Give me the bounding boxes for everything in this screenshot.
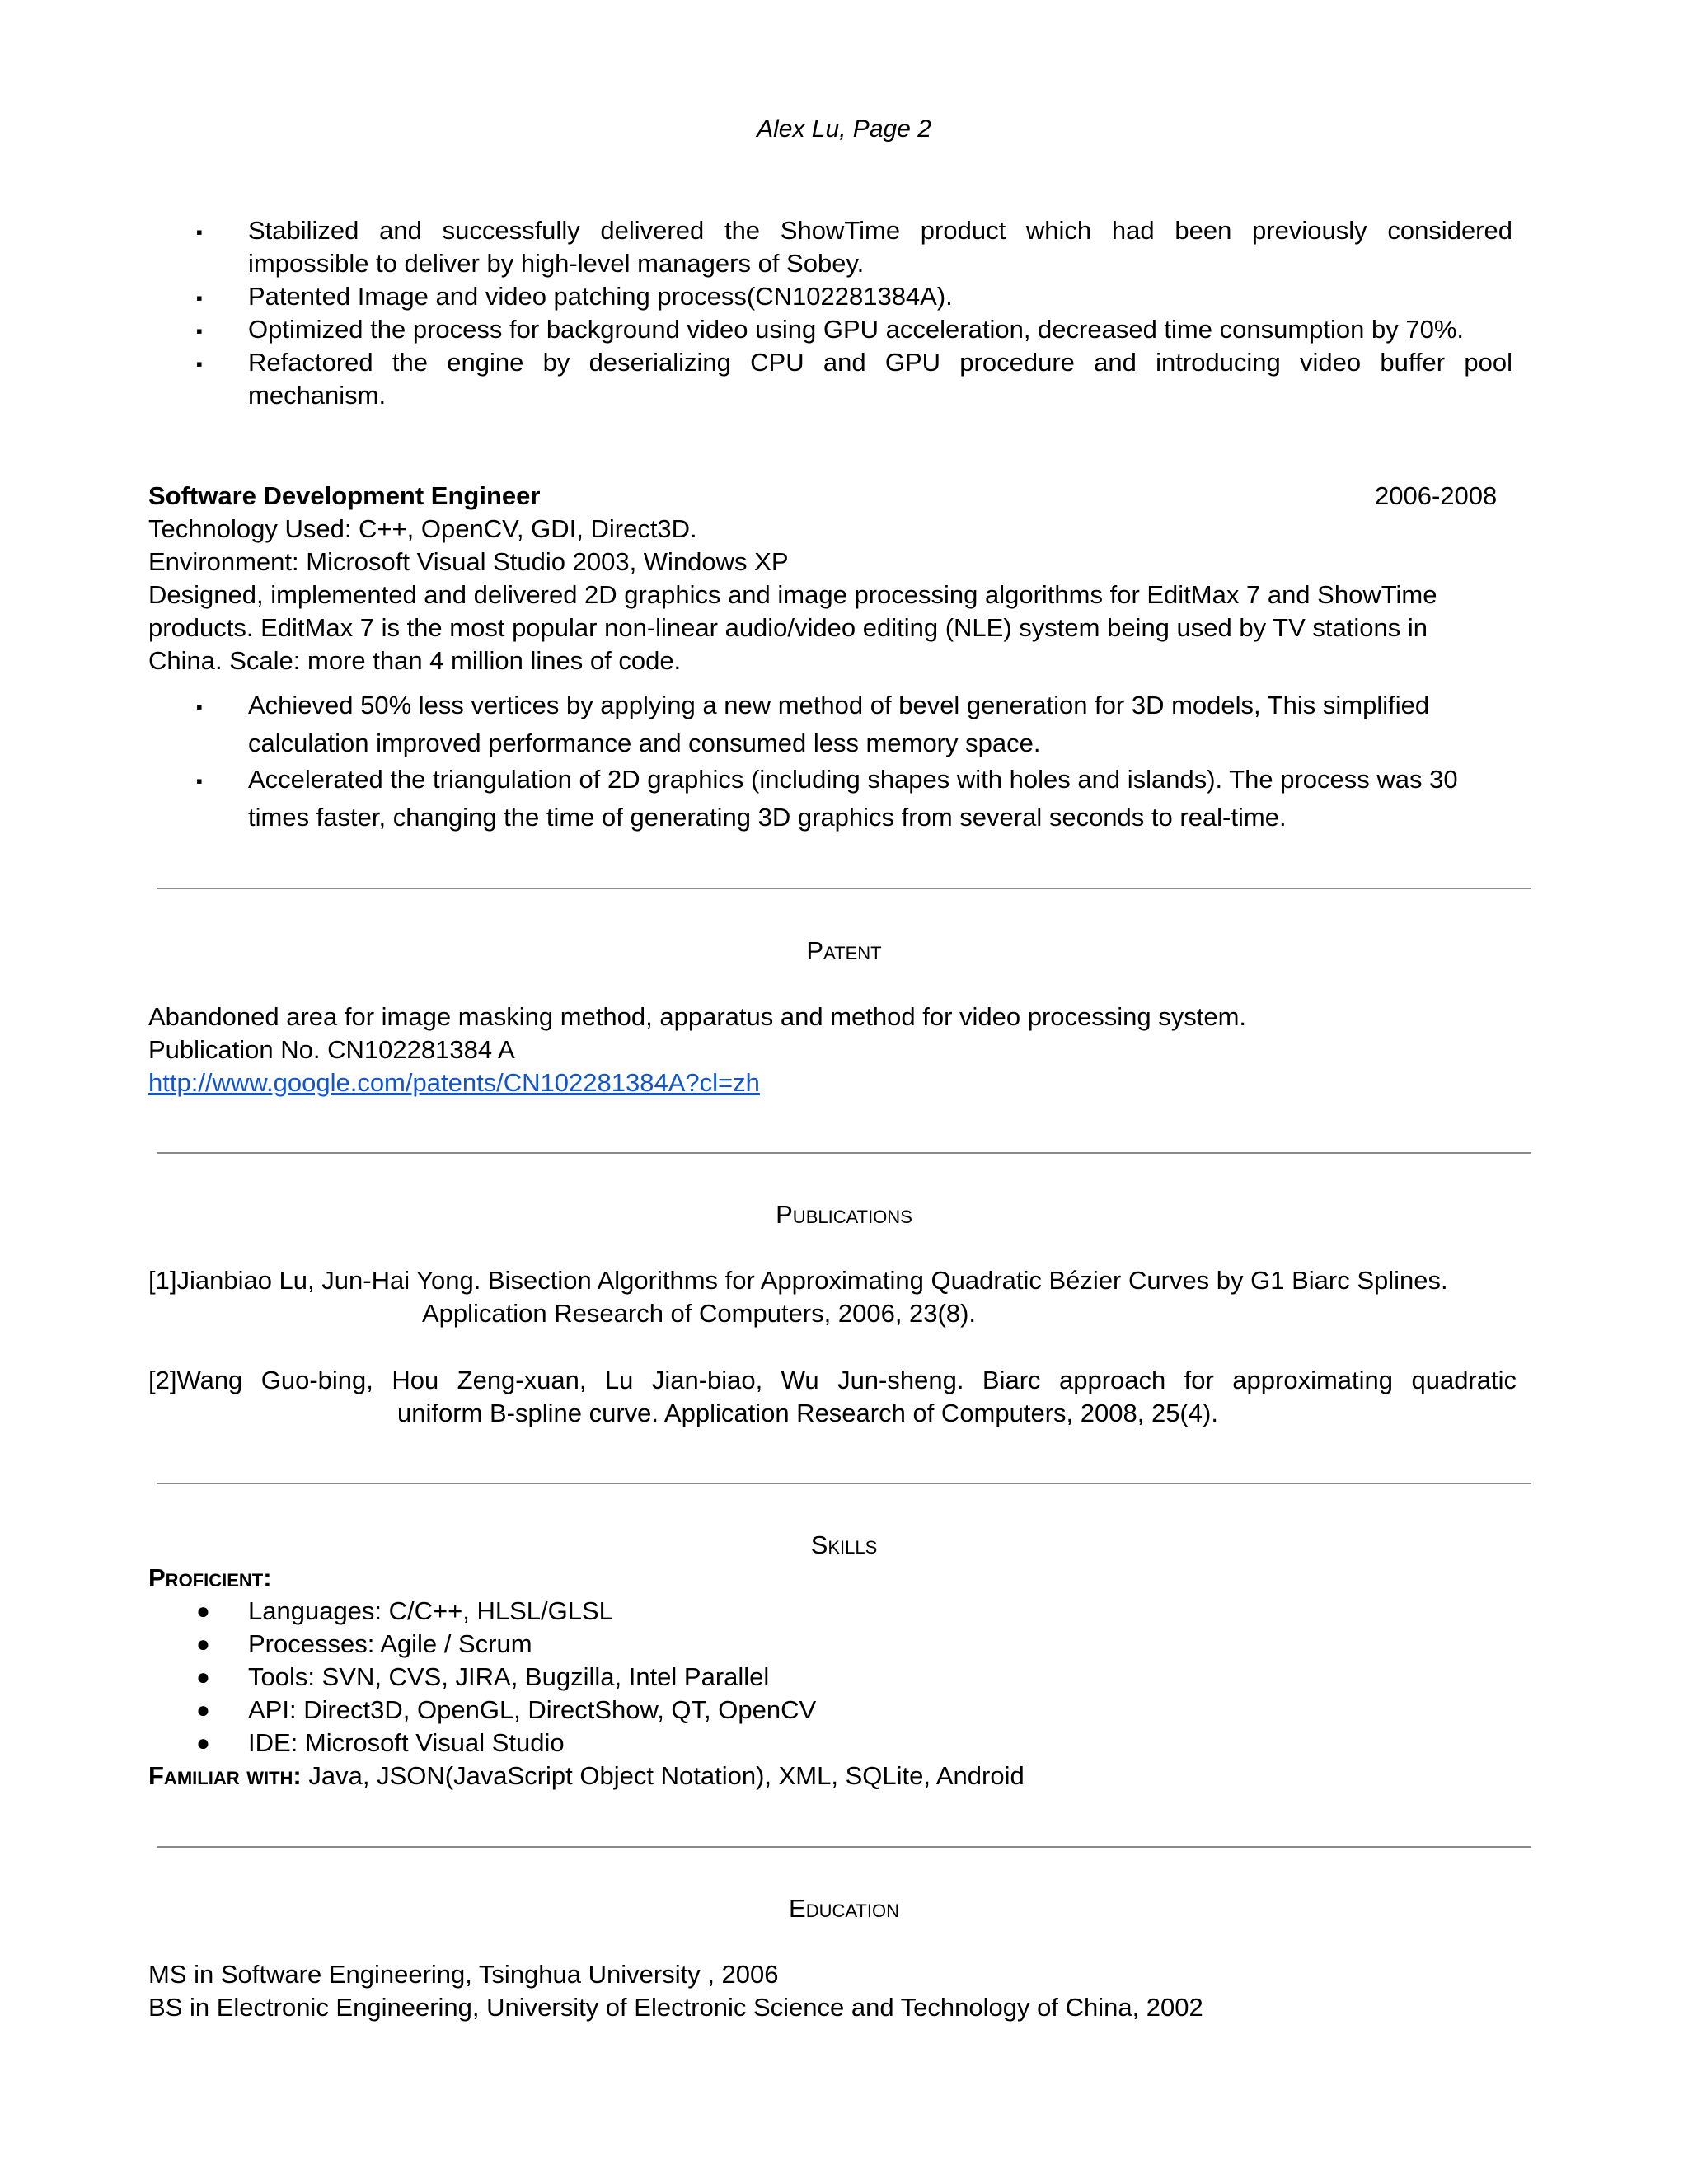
skill-item: Tools: SVN, CVS, JIRA, Bugzilla, Intel Parallel (248, 1662, 770, 1691)
publication-1-line1: [1]Jianbiao Lu, Jun-Hai Yong. Bisection Algorithms for Approximating Quadratic Bézier Curves by G1 Biarc Splines. (148, 1266, 1448, 1295)
familiar-row (148, 1760, 1025, 1793)
job-bullet-2-line1: Accelerated the triangulation of 2D graphics (including shapes with holes and islands). The process was 30 (248, 765, 1458, 794)
publication-2-line1: [2]Wang Guo-bing, Hou Zeng-xuan, Lu Jian-biao, Wu Jun-sheng. Biarc approach for approximating quadratic (148, 1366, 1517, 1394)
top-bullet-4-line1: Refactored the engine by deserializing CPU and GPU procedure and introducing video buffer pool (248, 348, 1512, 377)
square-bullet-icon: ▪ (196, 354, 203, 374)
top-bullet-1-line2: impossible to deliver by high-level managers of Sobey. (248, 249, 865, 278)
patent-title: Abandoned area for image masking method, apparatus and method for video processing system. (148, 1002, 1247, 1031)
proficient-label: Proficient: (148, 1563, 272, 1592)
patent-heading: Patent (806, 936, 882, 965)
square-bullet-icon: ▪ (196, 771, 203, 791)
job-bullet-2-line2: times faster, changing the time of generating 3D graphics from several seconds to real-time. (248, 803, 1287, 832)
round-bullet-icon: ● (196, 1697, 210, 1722)
top-bullet-4-line2: mechanism. (248, 381, 387, 410)
job-description-line: Designed, implemented and delivered 2D graphics and image processing algorithms for EditMax 7 and ShowTime (148, 580, 1437, 609)
skill-item: Languages: C/C++, HLSL/GLSL (248, 1596, 613, 1625)
round-bullet-icon: ● (196, 1664, 210, 1690)
square-bullet-icon: ▪ (196, 222, 203, 242)
section-divider (157, 1483, 1531, 1484)
skill-item: API: Direct3D, OpenGL, DirectShow, QT, OpenCV (248, 1695, 817, 1724)
publication-1-line2: Application Research of Computers, 2006, 23(8). (422, 1299, 977, 1328)
patent-publication: Publication No. CN102281384 A (148, 1035, 515, 1064)
running-head: Alex Lu, Page 2 (757, 115, 931, 143)
patent-link[interactable]: http://www.google.com/patents/CN102281384A?cl=zh (148, 1068, 760, 1097)
top-bullet-3: Optimized the process for background video using GPU acceleration, decreased time consumption by 70%. (248, 315, 1464, 344)
publications-heading: Publications (776, 1200, 912, 1229)
job-description-line: products. EditMax 7 is the most popular non-linear audio/video editing (NLE) system being used by TV stations in (148, 613, 1428, 642)
education-item: MS in Software Engineering, Tsinghua University , 2006 (148, 1960, 779, 1989)
square-bullet-icon: ▪ (196, 288, 203, 308)
square-bullet-icon: ▪ (196, 321, 203, 341)
round-bullet-icon: ● (196, 1730, 210, 1755)
familiar-list: Java, JSON(JavaScript Object Notation), XML, SQLite, Android (308, 1761, 1025, 1790)
familiar-label: Familiar with: (148, 1761, 302, 1790)
job-title: Software Development Engineer (148, 481, 541, 510)
skills-heading: Skills (810, 1530, 878, 1559)
top-bullet-2: Patented Image and video patching process(CN102281384A). (248, 282, 953, 311)
round-bullet-icon: ● (196, 1598, 210, 1624)
skill-item: IDE: Microsoft Visual Studio (248, 1728, 565, 1757)
education-item: BS in Electronic Engineering, University of Electronic Science and Technology of China, 2002 (148, 1993, 1203, 2022)
job-technology: Technology Used: C++, OpenCV, GDI, Direct3D. (148, 514, 697, 543)
top-bullet-1-line1: Stabilized and successfully delivered the ShowTime product which had been previously considered (248, 216, 1512, 245)
section-divider (157, 1152, 1531, 1154)
job-bullet-1-line2: calculation improved performance and consumed less memory space. (248, 729, 1041, 757)
round-bullet-icon: ● (196, 1631, 210, 1657)
publication-2-line2: uniform B-spline curve. Application Research of Computers, 2008, 25(4). (397, 1399, 1218, 1427)
job-description-line: China. Scale: more than 4 million lines of code. (148, 646, 682, 675)
job-bullet-1-line1: Achieved 50% less vertices by applying a new method of bevel generation for 3D models, This simplified (248, 691, 1430, 719)
education-heading: Education (789, 1894, 899, 1923)
square-bullet-icon: ▪ (196, 696, 203, 717)
skill-item: Processes: Agile / Scrum (248, 1629, 532, 1658)
job-dates: 2006-2008 (1375, 481, 1498, 510)
job-environment: Environment: Microsoft Visual Studio 2003, Windows XP (148, 547, 789, 576)
section-divider (157, 888, 1531, 889)
section-divider (157, 1846, 1531, 1848)
